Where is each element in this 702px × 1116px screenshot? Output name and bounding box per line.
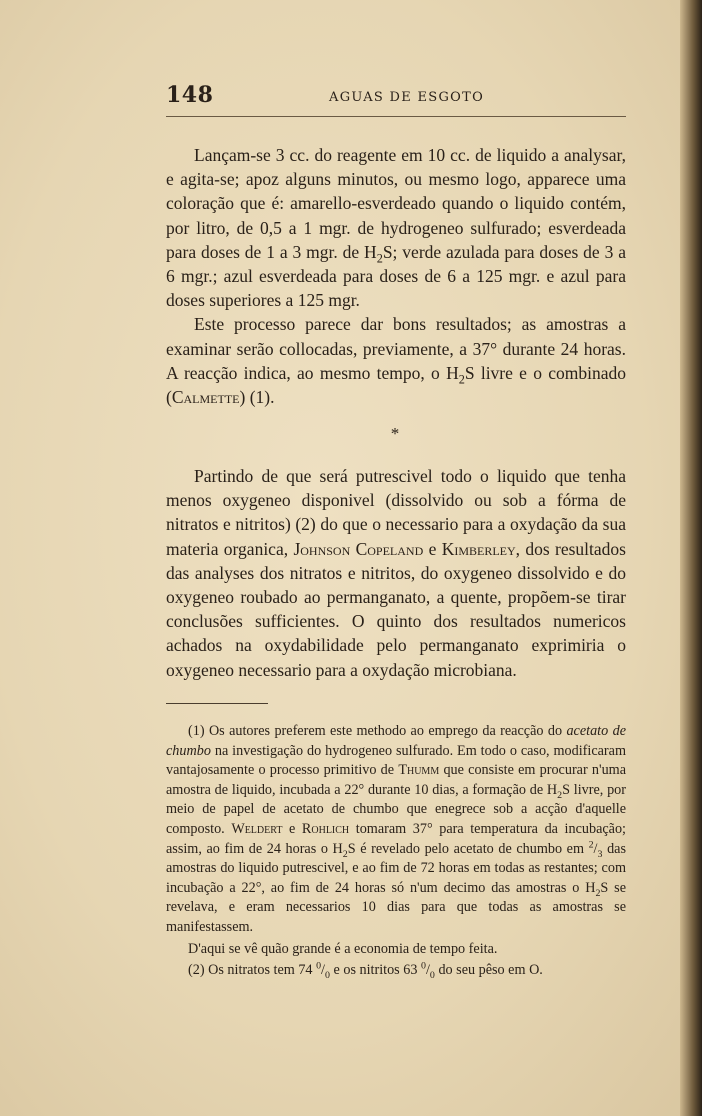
text-run: das amostras do liquido putrescivel, e ao fim de 72 horas em todas as restantes; com incubação a 22°, ao fim de 24 horas só n'um decimo das amostras o H — [166, 840, 626, 896]
section-2 — [166, 464, 626, 682]
subscript: 2 — [376, 251, 383, 266]
text-run: Este processo parece dar bons resultados; as amostras a examinar serão collocadas, previamente, a 37° durante 24 horas. A reacção indica, ao mesmo tempo, o H — [166, 314, 626, 383]
header-rule — [166, 116, 626, 117]
footnote-1: (1) Os autores preferem este methodo ao emprego da reacção do acetato de chumbo na investigação do hydrogeneo sulfurado. Em todo o caso, modificaram vantajosamente o processo primitivo de Thumm que consiste em procurar n'uma amostra de liquido, incubada a 22° durante 10 dias, a formação de $H_2S$ livre, por meio de papel de acetato de chumbo que enegrece sob a acção d'aquelle composto. Weldert e Rohlich tomaram 37° para temperatura da incubação; assim, ao fim de 24 horas o $H_2S$ é revelado pelo acetato de chumbo em $^2/_3$ das amostras do liquido putrescivel, e ao fim de 72 horas em todas as restantes; com incubação a 22°, ao fim de 24 horas só n'um decimo das amostras o $H_2S$ se revelava, e eram necessarios 10 dias para que todas as amostras se manifestassem. — [166, 723, 626, 935]
subscript: 2 — [595, 887, 601, 899]
text-run: e — [423, 538, 442, 559]
text-run: ) (1). — [239, 387, 275, 408]
section-separator: * — [390, 424, 400, 443]
author-name: Kimberley — [441, 538, 516, 559]
text-run: na investigação do hydrogeneo sulfurado. Em todo o caso, modificaram vantajosamente o processo primitivo de — [166, 742, 626, 779]
author-name: Rohlich — [301, 820, 350, 837]
fraction-denominator: 3 — [597, 848, 603, 860]
text-run: S livre e o combinado ( — [166, 362, 626, 408]
percent-top: 0 — [421, 960, 426, 972]
text-run: , dos resultados das analyses dos nitratos e nitritos, do oxygeneo dissolvido e do oxygeneo roubado ao permanganato, a quente, propõem-se tirar conclusões sufficientes. O quinto dos resultados numericos achados na oxydabilidade pelo permanganato exprimiria o oxygeneo necessario para a oxydação microbiana. — [166, 538, 626, 680]
italic-term: acetato de chumbo — [166, 723, 626, 759]
footnote-1-continuation: D'aqui se vê quão grande é a economia de tempo feita. — [188, 940, 498, 957]
text-run: S; verde azulada para doses de 3 a 6 mgr.; azul esverdeada para doses de 6 a 125 mgr. e azul para doses superiores a 125 mgr. — [166, 241, 626, 311]
text-run: (2) Os nitratos tem 74 — [188, 962, 317, 979]
book-spine-shadow — [680, 0, 702, 1116]
text-run: Lançam-se 3 cc. do reagente em 10 cc. de liquido a analysar, e agita-se; apoz alguns minutos, ou mesmo logo, apparece uma coloração que é: amarello-esverdeado quando o liquido contém, por litro, de 0,5 a 1 mgr. de hydrogeneo sulfurado; esverdeada para doses de 1 a 3 mgr. de H — [166, 145, 626, 262]
paragraph-putrescible — [166, 464, 626, 682]
footnote-rule — [166, 703, 268, 704]
percent-bottom: 0 — [429, 969, 435, 981]
author-name: Weldert — [231, 820, 283, 837]
percent-bottom: 0 — [324, 969, 330, 981]
footnotes — [166, 722, 626, 981]
text-run: que consiste em procurar n'uma amostra de liquido, incubada a 22° durante 10 dias, a formação de H — [166, 762, 626, 798]
author-name: Johnson Copeland — [293, 538, 424, 559]
subscript: 2 — [557, 789, 563, 801]
author-name: Thumm — [398, 762, 440, 779]
text-run: e os nitritos 63 — [329, 962, 421, 979]
text-run: S livre, por meio de papel de acetato de chumbo que enegrece sob a acção d'aquelle composto. — [166, 781, 626, 837]
text-run: S se revelava, e eram necessarios 10 dias para que todas as amostras se manifestassem. — [166, 879, 626, 935]
fraction-numerator: 2 — [588, 838, 594, 850]
running-head: AGUAS DE ESGOTO — [329, 90, 485, 105]
section-1 — [166, 143, 626, 409]
percent-top: 0 — [316, 960, 322, 972]
text-run: e — [282, 820, 302, 837]
subscript: 2 — [342, 848, 348, 860]
paragraph-reagent — [166, 143, 626, 312]
footnote-2: (2) Os nitratos tem 74 $^0/_0$ e os nitritos 63 $^0/_0$ do seu pêso em O. — [188, 960, 543, 981]
text-run: Partindo de que será putrescivel todo o liquido que tenha menos oxygeneo disponivel (dissolvido ou sob a fórma de nitratos e nitritos) (2) do que o necessario para a oxydação da sua materia organica, — [166, 466, 626, 559]
text-run: (1) Os autores preferem este methodo ao emprego da reacção do — [188, 723, 567, 739]
author-name: Calmette — [171, 387, 240, 408]
page-number: 148 — [166, 82, 214, 108]
subscript: 2 — [458, 372, 465, 387]
page-header — [166, 82, 626, 112]
text-run: tomaram 37° para temperatura da incubação; assim, ao fim de 24 horas o H — [166, 820, 626, 857]
text-run: S é revelado pelo acetato de chumbo em — [347, 840, 589, 857]
text-run: do seu pêso em O. — [434, 962, 543, 979]
paragraph-process — [166, 312, 626, 409]
